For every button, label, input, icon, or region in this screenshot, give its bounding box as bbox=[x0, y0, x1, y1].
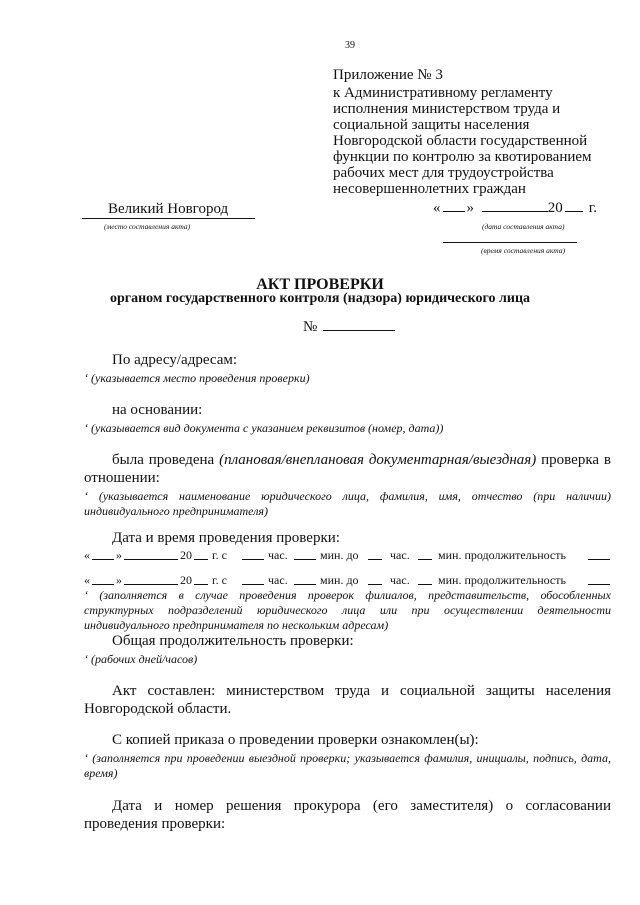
appendix-title: Приложение № 3 bbox=[333, 67, 443, 83]
datetime-row bbox=[84, 573, 611, 587]
datetime-row bbox=[84, 548, 611, 562]
compiled-paragraph: Акт составлен: министерством труда и социальной защиты населения Новгородской области. bbox=[84, 683, 611, 717]
appendix-line: исполнения министерством труда и bbox=[333, 101, 561, 117]
date-close-quote: » bbox=[466, 200, 474, 216]
duration-note: ‘ (рабочих дней/часов) bbox=[84, 652, 198, 666]
datetime-label: Дата и время проведения проверки: bbox=[112, 530, 340, 546]
appendix-line: социальной защиты населения bbox=[333, 117, 530, 133]
place-value: Великий Новгород bbox=[108, 201, 229, 217]
row-duration: мин. продолжительность bbox=[438, 548, 566, 562]
appendix-line: Новгородской области государственной bbox=[333, 133, 588, 149]
datetime-note: ‘ (заполняется в случае проведения проверок филиалов, представительств, обособленных структурных подразделений юридического лица или при осуществлении деятельности индивидуального предпринимателя по нескольким адресам) bbox=[84, 588, 611, 632]
basis-note: ‘ (указывается вид документа с указанием реквизитов (номер, дата)) bbox=[84, 421, 444, 435]
place-note: (место составления акта) bbox=[104, 222, 191, 231]
address-note: ‘ (указывается место проведения проверки) bbox=[84, 371, 310, 385]
conducted-text-italic: (плановая/внеплановая документарная/выездная) bbox=[219, 452, 537, 468]
row-duration: мин. продолжительность bbox=[438, 573, 566, 587]
row-from: г. с bbox=[212, 573, 227, 587]
row-open-quote: « bbox=[84, 548, 90, 562]
appendix-block bbox=[333, 67, 592, 197]
number-sign: № bbox=[303, 319, 318, 335]
conducted-text-before: была проведена bbox=[112, 452, 220, 468]
row-year: 20 bbox=[180, 548, 192, 562]
row-open-quote: « bbox=[84, 573, 90, 587]
row-min-to: мин. до bbox=[320, 573, 359, 587]
document-title: АКТ ПРОВЕРКИ bbox=[256, 276, 384, 293]
address-label: По адресу/адресам: bbox=[112, 352, 238, 368]
row-hours: час. bbox=[268, 573, 288, 587]
row-from: г. с bbox=[212, 548, 227, 562]
date-field bbox=[433, 200, 597, 217]
row-close-quote: » bbox=[116, 573, 122, 587]
order-copy-label: С копией приказа о проведении проверки ознакомлен(ы): bbox=[112, 732, 479, 748]
row-close-quote: » bbox=[116, 548, 122, 562]
prosecutor-paragraph: Дата и номер решения прокурора (его заместителя) о согласовании проведения проверки: bbox=[84, 798, 611, 832]
date-note: (дата составления акта) bbox=[482, 222, 565, 231]
row-min-to: мин. до bbox=[320, 548, 359, 562]
order-copy-note: ‘ (заполняется при проведении выездной проверки; указывается фамилия, инициалы, подпись, дата, время) bbox=[84, 751, 611, 780]
time-line bbox=[443, 242, 577, 243]
appendix-line: несовершеннолетних граждан bbox=[333, 181, 526, 197]
time-note: (время составления акта) bbox=[481, 246, 566, 255]
date-year-prefix: 20 bbox=[547, 200, 563, 216]
page-number: 39 bbox=[345, 40, 355, 51]
row-year: 20 bbox=[180, 573, 192, 587]
appendix-line: рабочих мест для трудоустройства bbox=[333, 165, 554, 181]
act-number bbox=[303, 318, 395, 336]
place-field bbox=[82, 201, 255, 219]
conducted-note: ‘ (указывается наименование юридического лица, фамилия, имя, отчество (при наличии) индивидуального предпринимателя) bbox=[84, 489, 611, 518]
conducted-paragraph bbox=[84, 451, 611, 487]
row-hours2: час. bbox=[390, 548, 410, 562]
conducted-text-after: проверка в отношении: bbox=[84, 452, 612, 486]
row-hours: час. bbox=[268, 548, 288, 562]
basis-label: на основании: bbox=[112, 402, 203, 418]
date-open-quote: « bbox=[433, 200, 441, 216]
appendix-line: функции по контролю за квотированием bbox=[333, 149, 592, 165]
date-year-suffix: г. bbox=[588, 200, 597, 216]
row-hours2: час. bbox=[390, 573, 410, 587]
document-subtitle: органом государственного контроля (надзора) юридического лица bbox=[109, 291, 531, 306]
duration-label: Общая продолжительность проверки: bbox=[112, 633, 354, 649]
appendix-line: к Административному регламенту bbox=[333, 85, 553, 101]
